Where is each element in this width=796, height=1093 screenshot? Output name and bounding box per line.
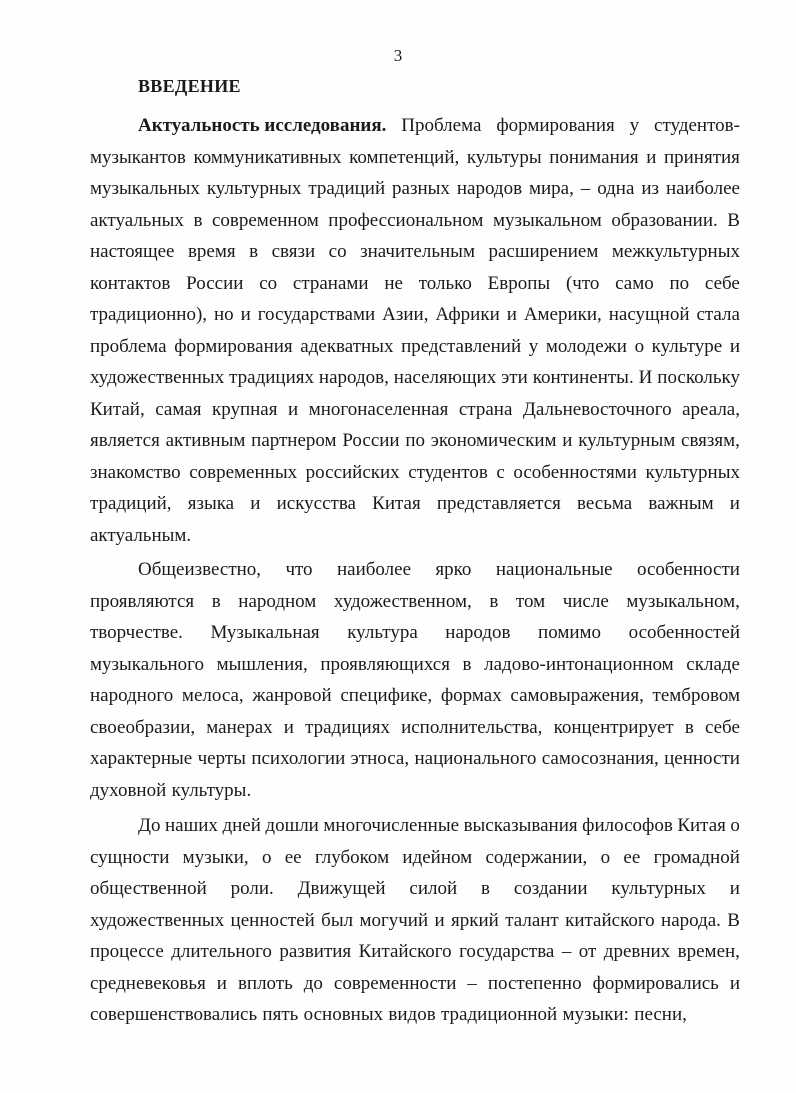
text-line: общественной роли. Движущей силой в создании культурных и bbox=[90, 878, 740, 899]
text-line: Китай, самая крупная и многонаселенная страна Дальневосточного ареала, bbox=[90, 398, 740, 420]
text-line: является активным партнером России по экономическим и культурным связям, bbox=[90, 430, 740, 451]
text-line: духовной культуры. bbox=[90, 779, 252, 801]
text-line: средневековья и вплоть до современности – постепенно формировались и bbox=[90, 972, 740, 994]
text-line: совершенствовались пять основных видов традиционной музыки: песни, bbox=[90, 1004, 687, 1025]
text-line: характерные черты психологии этноса, национального самосознания, ценности bbox=[90, 748, 740, 769]
text-line: процессе длительного развития Китайского государства – от древних времен, bbox=[90, 941, 740, 962]
text-line: творчестве. Музыкальная культура народов помимо особенностей bbox=[90, 622, 740, 643]
body-text bbox=[90, 110, 740, 1031]
text-line: традиций, языка и искусства Китая представляется весьма важным и bbox=[90, 493, 740, 514]
paragraph-lead: Актуальность исследования. bbox=[138, 115, 387, 136]
text-line: До наших дней дошли многочисленные высказывания философов Китая о bbox=[138, 815, 740, 836]
text-line: знакомство современных российских студентов с особенностями культурных bbox=[90, 461, 740, 483]
text-line: музыкантов коммуникативных компетенций, культуры понимания и принятия bbox=[90, 146, 740, 168]
section-heading: ВВЕДЕНИЕ bbox=[138, 76, 241, 96]
text-line: проблема формирования адекватных представлений у молодежи о культуре и bbox=[90, 335, 740, 357]
text-line: настоящее время в связи со значительным расширением межкультурных bbox=[90, 241, 740, 262]
text-line: сущности музыки, о ее глубоком идейном содержании, о ее громадной bbox=[90, 846, 740, 868]
text-line: Общеизвестно, что наиболее ярко национальные особенности bbox=[138, 559, 740, 580]
text-line: традиционно), но и государствами Азии, Африки и Америки, насущной стала bbox=[90, 304, 740, 325]
text-line: Актуальность исследования. Проблема формирования у студентов- bbox=[90, 110, 740, 142]
text-line: музыкального мышления, проявляющихся в ладово-интонационном складе bbox=[90, 653, 740, 675]
text-line: народного мелоса, жанровой специфике, формах самовыражения, тембровом bbox=[90, 685, 740, 706]
text-line: музыкальных культурных традиций разных народов мира, – одна из наиболее bbox=[90, 178, 740, 199]
text-line: художественных ценностей был могучий и яркий талант китайского народа. В bbox=[90, 909, 740, 931]
page-number: 3 bbox=[393, 46, 403, 65]
text-line: актуальным. bbox=[90, 524, 192, 546]
text-line: художественных традициях народов, населяющих эти континенты. И поскольку bbox=[90, 367, 740, 388]
text-line: проявляются в народном художественном, в том числе музыкальном, bbox=[90, 590, 740, 612]
text-line: контактов России со странами не только Европы (что само по себе bbox=[90, 272, 740, 294]
text-line: актуальных в современном профессиональном музыкальном образовании. В bbox=[90, 209, 740, 231]
text-line: своеобразии, манерах и традициях исполнительства, концентрирует в себе bbox=[90, 716, 740, 738]
